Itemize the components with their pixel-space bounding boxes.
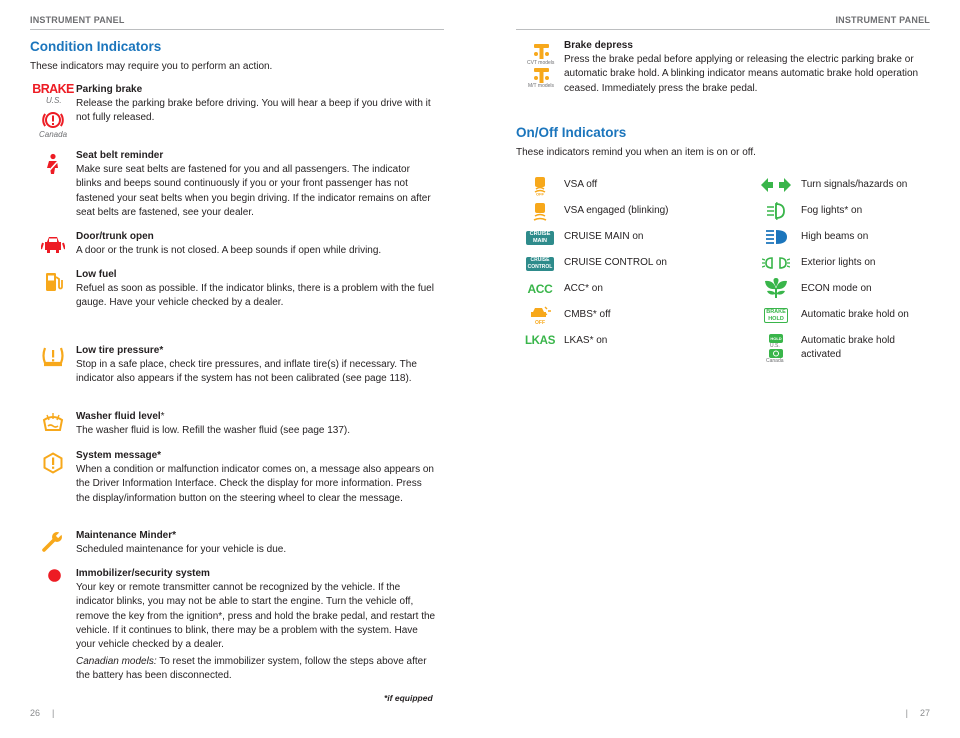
entry-title: Maintenance Minder* bbox=[76, 530, 177, 541]
header-rule bbox=[30, 29, 444, 30]
page-number-value: 27 bbox=[919, 708, 930, 718]
onoff-label: Automatic brake hold activated bbox=[801, 335, 895, 360]
fuel-pump-icon bbox=[41, 270, 65, 294]
entry-seat-belt bbox=[76, 149, 438, 220]
onoff-label: Automatic brake hold on bbox=[801, 309, 909, 320]
entry-body: When a condition or malfunction indicator comes on, a message also appears on the Driver Information Interface. Check the display for more information. Press the display/information button on the steering wheel to clear the message. bbox=[76, 464, 434, 504]
lkas-icon: LKAS bbox=[524, 334, 556, 347]
econ-icon bbox=[764, 278, 788, 300]
running-header-left: INSTRUMENT PANEL bbox=[30, 15, 125, 25]
entry-door-open bbox=[76, 230, 438, 258]
entry-body: Scheduled maintenance for your vehicle is due. bbox=[76, 544, 287, 556]
entry-title: Door/trunk open bbox=[76, 231, 154, 242]
entry-system-message bbox=[76, 449, 438, 506]
entry-maintenance-minder bbox=[76, 529, 438, 557]
page-number-value: 26 bbox=[30, 708, 41, 718]
condition-indicators-intro: These indicators may require you to perform an action. bbox=[30, 61, 273, 72]
caption-us: U.S. bbox=[46, 96, 62, 105]
onoff-label: VSA off bbox=[564, 179, 598, 190]
caption-cvt-models: CVT models bbox=[527, 60, 555, 66]
wrench-icon bbox=[40, 530, 66, 554]
cruise-main-icon: CRUISE MAIN bbox=[526, 231, 554, 245]
cmbs-off-icon bbox=[528, 305, 552, 325]
header-rule bbox=[516, 29, 930, 30]
fog-light-icon bbox=[765, 201, 787, 221]
footnote: *if equipped bbox=[384, 693, 433, 703]
entry-body: Stop in a safe place, check tire pressures, and inflate tire(s) if necessary. The indicator also appears if the system has not been calibrated (see page 118). bbox=[76, 359, 417, 385]
onoff-label: CRUISE MAIN on bbox=[564, 231, 644, 242]
entry-body: The washer fluid is low. Refill the washer fluid (see page 137). bbox=[76, 425, 351, 437]
onoff-label: CRUISE CONTROL on bbox=[564, 257, 667, 268]
entry-title: Seat belt reminder bbox=[76, 150, 164, 161]
entry-title: Brake depress bbox=[564, 40, 633, 51]
entry-washer-fluid bbox=[76, 410, 438, 438]
onoff-label: Turn signals/hazards on bbox=[801, 179, 908, 190]
onoff-label: VSA engaged (blinking) bbox=[564, 205, 669, 216]
entry-brake-depress bbox=[564, 39, 920, 96]
brake-hold-icon: BRAKE HOLD bbox=[764, 308, 788, 323]
entry-body: Press the brake pedal before applying or releasing the electric parking brake or automatic brake hold. A blinking indicator means automatic brake hold operation ceased. Immediately press the brake pedal. bbox=[564, 54, 919, 94]
onoff-label: Exterior lights on bbox=[801, 257, 876, 268]
turn-signal-icon bbox=[761, 177, 791, 193]
tire-pressure-icon bbox=[40, 344, 66, 368]
entry-title: Parking brake bbox=[76, 84, 143, 95]
cruise-control-icon: CRUISE CONTROL bbox=[527, 257, 553, 270]
brake-text-icon bbox=[32, 82, 74, 96]
system-message-icon bbox=[41, 451, 65, 475]
washer-fluid-icon bbox=[40, 411, 66, 435]
right-page bbox=[480, 0, 960, 738]
caption-canada: Canada bbox=[766, 358, 784, 364]
entry-title-star: * bbox=[160, 411, 165, 422]
entry-immobilizer bbox=[76, 567, 438, 684]
seat-belt-icon bbox=[41, 152, 65, 176]
onoff-label: Fog lights* on bbox=[801, 205, 863, 216]
entry-note bbox=[76, 655, 438, 683]
caption-us: U.S. bbox=[770, 343, 780, 349]
svg-text:OFF: OFF bbox=[536, 191, 544, 196]
entry-note-text: To reset the immobilizer system, follow the steps above after the battery has been disconnected. bbox=[76, 656, 427, 682]
onoff-label: High beams on bbox=[801, 231, 869, 242]
entry-body: Make sure seat belts are fastened for you and all passengers. The indicator blinks and beeps sound continuously if you or your front passenger has not fastened your seat belts when you begin driving. If the indicator remains on after seat belts are fastened, see your dealer. bbox=[76, 164, 431, 218]
onoff-label: ACC* on bbox=[564, 283, 603, 294]
entry-note-lead: Canadian models: bbox=[76, 656, 157, 668]
page-number-right: | 27 bbox=[905, 708, 930, 718]
parking-brake-icon bbox=[41, 108, 65, 132]
onoff-label: CMBS* off bbox=[564, 309, 611, 320]
entry-title: Immobilizer/security system bbox=[76, 568, 210, 579]
security-indicator-icon bbox=[47, 568, 61, 582]
entry-title: System message* bbox=[76, 450, 162, 461]
entry-title: Low fuel bbox=[76, 269, 117, 280]
entry-body: Your key or remote transmitter cannot be recognized by the vehicle. If the indicator blinks, you may not be able to start the engine. Turn the vehicle off, remove the key from the ignition*, press and hold the brake pedal, and restart the vehicle. If it continues to blink, there may be a problem with the system. Have your vehicle checked by a dealer. bbox=[76, 582, 436, 651]
entry-title bbox=[76, 410, 438, 424]
door-open-icon bbox=[40, 232, 66, 258]
entry-title: Low tire pressure* bbox=[76, 345, 164, 356]
brake-logo: BRAKE bbox=[32, 82, 74, 96]
onoff-label: ECON mode on bbox=[801, 283, 872, 294]
brake-hold-activated-canada-icon bbox=[769, 349, 783, 358]
entry-low-tire-pressure bbox=[76, 344, 438, 387]
page-number-left: 26 | bbox=[30, 708, 55, 718]
exterior-lights-icon bbox=[762, 254, 790, 272]
vsa-icon bbox=[530, 202, 550, 222]
caption-canada: Canada bbox=[39, 130, 68, 139]
entry-low-fuel bbox=[76, 268, 438, 311]
running-header-right: INSTRUMENT PANEL bbox=[835, 15, 930, 25]
onoff-label: LKAS* on bbox=[564, 335, 608, 346]
brake-hold-activated-us-icon: HOLD bbox=[770, 336, 782, 341]
brake-depress-cvt-icon bbox=[532, 42, 550, 60]
onoff-indicators-intro: These indicators remind you when an item is on or off. bbox=[516, 147, 756, 158]
entry-body: A door or the trunk is not closed. A beep sounds if open while driving. bbox=[76, 245, 382, 257]
entry-body: Release the parking brake before driving. You will hear a beep if you drive with it not fully released. bbox=[76, 98, 431, 124]
entry-parking-brake bbox=[76, 83, 438, 126]
brake-depress-mt-icon bbox=[532, 66, 550, 84]
acc-icon: ACC bbox=[527, 281, 553, 296]
entry-body: Refuel as soon as possible. If the indicator blinks, there is a problem with the fuel gauge. Have your vehicle checked by a dealer. bbox=[76, 283, 434, 309]
entry-title-text: Washer fluid level bbox=[76, 411, 161, 422]
condition-indicators-title: Condition Indicators bbox=[30, 39, 162, 54]
onoff-indicators-title: On/Off Indicators bbox=[516, 125, 627, 140]
high-beam-icon bbox=[764, 228, 788, 246]
svg-text:OFF: OFF bbox=[535, 320, 545, 325]
vsa-off-icon bbox=[530, 176, 550, 196]
caption-mt-models: M/T models bbox=[528, 83, 555, 89]
